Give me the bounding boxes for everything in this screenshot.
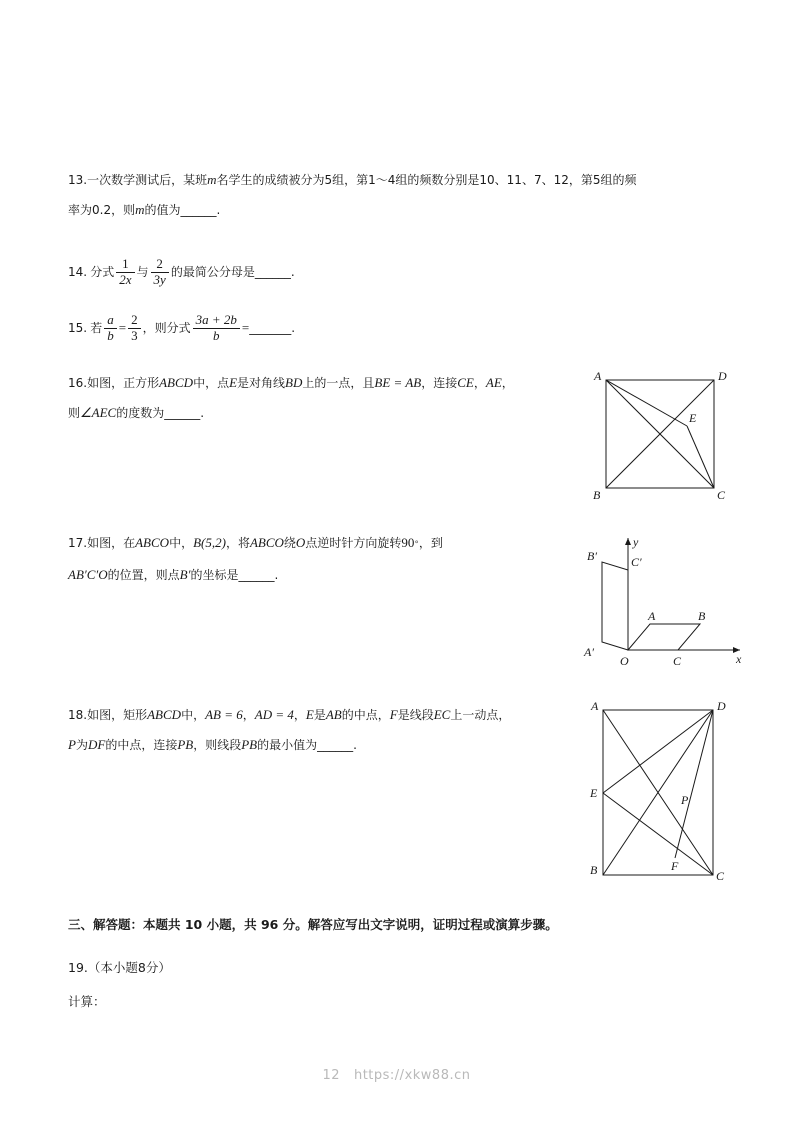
figure-17-label-x: x xyxy=(736,652,742,666)
q18-pb: PB xyxy=(177,737,194,752)
q16-line1-d: 上的一点，且 xyxy=(302,376,375,390)
q13-line1-b: 名学生的成绩被分为5组，第1～4组的频数分别是10、11、7、12，第5组的频 xyxy=(216,173,637,187)
q18-ab-seg: AB xyxy=(325,707,342,722)
q18-number: 18. xyxy=(68,708,88,722)
q17-o: O xyxy=(295,535,306,550)
q15-number: 15. xyxy=(68,321,88,335)
q17-point-b: B(5,2) xyxy=(193,535,226,550)
q15-frac3-num: 3a + 2b xyxy=(193,313,240,329)
figure-18-label-D: D xyxy=(717,699,726,713)
figure-16-label-B: B xyxy=(593,488,601,502)
q18-abcd: ABCD xyxy=(147,707,182,722)
q18-line1-a: 如图，矩形 xyxy=(87,708,148,722)
footer-url: https://xkw88.cn xyxy=(353,1068,471,1083)
q17-line1-e: 点逆时针方向旋转 xyxy=(305,536,402,550)
section-three-heading: 三、解答题：本题共 10 小题，共 96 分。解答应写出文字说明，证明过程或演算步骤。 xyxy=(68,917,558,932)
figure-16-label-A: A xyxy=(594,369,602,383)
q14-text-b: 与 xyxy=(136,265,149,279)
figure-17-label-A-prime: A′ xyxy=(584,645,594,659)
figure-16-label-E: E xyxy=(689,411,697,425)
figure-18 xyxy=(585,698,735,893)
q14-fraction-2 xyxy=(151,257,169,288)
q17-abco-2: ABCO xyxy=(249,535,284,550)
q18-blank: ______. xyxy=(317,738,357,752)
figure-16 xyxy=(588,368,738,513)
q15-frac3-den: b xyxy=(212,327,220,343)
q17-blank: ______. xyxy=(238,568,279,582)
question-17 xyxy=(68,528,538,590)
q15-fraction-1 xyxy=(104,313,117,344)
q15-text-a: 若 xyxy=(90,321,103,335)
figure-17-label-y: y xyxy=(633,535,639,549)
q18-line1-e2: 的中点， xyxy=(341,708,390,722)
footer-page-number: 12 xyxy=(322,1068,341,1083)
q18-ec: EC xyxy=(433,707,451,722)
q15-blank: _______. xyxy=(249,321,296,335)
q13-blank: ______. xyxy=(180,203,221,217)
question-19-prompt: 计算： xyxy=(68,994,106,1009)
q16-line1-b: 中，点 xyxy=(193,376,230,390)
q18-line1-h: 上一动点， xyxy=(450,708,511,722)
q16-abcd: ABCD xyxy=(159,375,194,390)
q14-frac1-den: 2x xyxy=(119,271,132,287)
q16-e: E xyxy=(229,375,238,390)
q14-fraction-1 xyxy=(116,257,134,288)
figure-17-label-C-prime: C′ xyxy=(631,555,642,569)
q16-comma: ， xyxy=(473,376,486,390)
q14-number: 14. xyxy=(68,265,88,279)
q18-line1-g: 是线段 xyxy=(397,708,434,722)
q18-f: F xyxy=(389,707,398,722)
figure-18-label-E: E xyxy=(590,786,598,800)
q15-frac2-num: 2 xyxy=(128,313,141,329)
q17-line1-b: 中， xyxy=(169,536,194,550)
q18-line2-d: 的最小值为 xyxy=(257,738,318,752)
figure-16-label-D: D xyxy=(718,369,727,383)
q16-line1-e2: ，连接 xyxy=(421,376,458,390)
question-16 xyxy=(68,368,568,428)
q16-bd: BD xyxy=(285,375,303,390)
q13-m-2: m xyxy=(135,202,145,217)
q18-line1-c: ， xyxy=(293,708,306,722)
q17-90: 90 xyxy=(401,535,415,550)
q13-line1-a: 一次数学测试后，某班 xyxy=(87,173,208,187)
q15-frac1-den: b xyxy=(107,327,114,343)
q15-fraction-3 xyxy=(193,313,240,344)
q18-line2-c: ，则线段 xyxy=(193,738,242,752)
q18-line1-d: 是 xyxy=(313,708,326,722)
q16-line1-c: 是对角线 xyxy=(237,376,286,390)
q18-comma-1: ， xyxy=(242,708,255,722)
q17-number: 17. xyxy=(68,536,88,550)
question-15 xyxy=(68,313,468,345)
figure-18-label-A: A xyxy=(591,699,599,713)
q17-line1-f: ，到 xyxy=(418,536,443,550)
question-18 xyxy=(68,700,578,760)
figure-17-label-C: C xyxy=(673,654,682,668)
q15-frac2-den: 3 xyxy=(131,327,138,343)
q18-ab-len: AB = 6 xyxy=(205,707,243,722)
figure-18-label-F: F xyxy=(671,859,679,873)
q13-m-1: m xyxy=(207,172,217,187)
question-13 xyxy=(68,165,728,225)
q13-line2-b: 的值为 xyxy=(144,203,181,217)
q17-abco-prime: AB′C′O xyxy=(68,567,108,582)
q15-frac1-num: a xyxy=(104,313,117,329)
q15-fraction-2 xyxy=(128,313,141,344)
q14-frac2-den: 3y xyxy=(153,271,166,287)
q15-eq-1: = xyxy=(118,320,127,335)
q16-eq: BE = AB xyxy=(374,375,422,390)
q17-b-prime: B′ xyxy=(179,567,191,582)
question-14 xyxy=(68,257,468,289)
q14-frac1-num: 1 xyxy=(116,257,134,273)
q16-line1-f: ， xyxy=(501,376,514,390)
q17-line1-a: 如图，在 xyxy=(87,536,136,550)
q17-line1-d: 绕 xyxy=(283,536,296,550)
q17-degree: ° xyxy=(414,540,419,550)
q13-number: 13. xyxy=(68,173,88,187)
q16-line1-a: 如图，正方形 xyxy=(87,376,160,390)
page-footer xyxy=(0,1068,793,1083)
figure-17-label-O: O xyxy=(620,654,629,668)
q14-text-c: 的最简公分母是 xyxy=(170,265,255,279)
q17-line2-b: 的位置，则点 xyxy=(107,568,180,582)
q16-angle: ∠AEC xyxy=(80,405,117,420)
q18-line2-a: 为 xyxy=(75,738,88,752)
q17-line2-c: 的坐标是 xyxy=(190,568,239,582)
q15-eq-2: = xyxy=(241,320,250,335)
q18-ad-len: AD = 4 xyxy=(254,707,294,722)
q14-frac2-num: 2 xyxy=(151,257,169,273)
figure-18-label-P: P xyxy=(681,793,689,807)
q17-abco: ABCO xyxy=(135,535,170,550)
q16-number: 16. xyxy=(68,376,88,390)
q16-ce: CE xyxy=(457,375,474,390)
figure-18-label-C: C xyxy=(716,869,725,883)
figure-17 xyxy=(540,520,750,675)
figure-17-label-A: A xyxy=(648,609,656,623)
figure-16-label-C: C xyxy=(717,488,726,502)
q16-line2-b: 的度数为 xyxy=(116,406,165,420)
q18-p: P xyxy=(68,737,76,752)
q18-line2-b: 的中点，连接 xyxy=(105,738,178,752)
q18-df: DF xyxy=(87,737,106,752)
q14-text-a: 分式 xyxy=(90,265,115,279)
q16-line2-a: 则 xyxy=(68,406,81,420)
question-19-number: 19.（本小题8分） xyxy=(68,960,171,975)
q14-blank: ______. xyxy=(254,265,295,279)
figure-17-label-B: B xyxy=(698,609,706,623)
figure-17-label-B-prime: B′ xyxy=(587,549,597,563)
figure-18-label-B: B xyxy=(590,863,598,877)
q18-e: E xyxy=(305,707,314,722)
q17-line1-c: ，将 xyxy=(225,536,250,550)
q16-blank: ______. xyxy=(164,406,205,420)
q18-line1-b: 中， xyxy=(181,708,206,722)
q15-text-b: ，则分式 xyxy=(142,321,191,335)
q18-pb-2: PB xyxy=(241,737,258,752)
q16-ae: AE xyxy=(485,375,502,390)
q13-line2-a: 率为0.2，则 xyxy=(68,203,136,217)
